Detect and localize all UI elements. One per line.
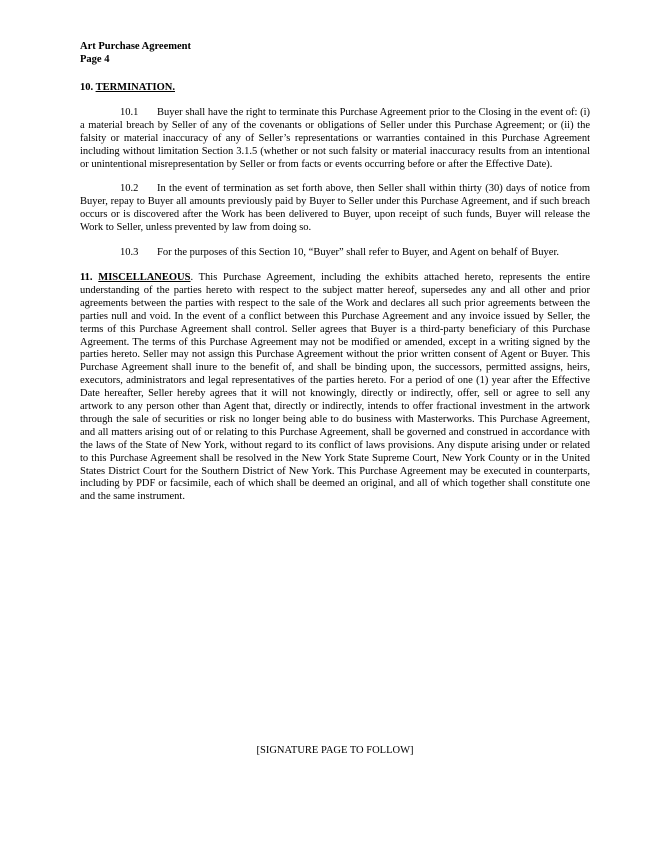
signature-page-notice: [SIGNATURE PAGE TO FOLLOW] [256, 745, 414, 756]
section-10-number: 10. [80, 82, 94, 93]
paragraph-10-1-text: Buyer shall have the right to terminate this Purchase Agreement prior to the Closing in the event of: (i) a material breach by Seller of any of the covenants or obligations of Seller under this Purchase Agreement; or (ii) the falsity or material inaccuracy of any of Seller’s representations or warranties contained in this Purchase Agreement including without limitation Section 3.1.5 (whether or not such falsity or material inaccuracy results from an intentional or unintentional misrepresentation by Seller or from facts or events occurring before or after the Effective Date). [80, 106, 590, 170]
section-11-text: . This Purchase Agreement, including the exhibits attached hereto, represents the entire understanding of the parties hereto with respect to the subject matter hereof, supersedes any and all other and prior agreements between the parties with respect to the sale of the Work and declares all such prior agreements between the parties null and void. In the event of a conflict between this Purchase Agreement and any invoice issued by Seller, the terms of this Purchase Agreement shall control. Seller agrees that Buyer is a third-party beneficiary of this Purchase Agreement. The terms of this Purchase Agreement may not be modified or amended, except in a writing signed by the parties hereto. Seller may not assign this Purchase Agreement without the prior written consent of Agent or Buyer. This Purchase Agreement shall inure to the benefit of, and shall be binding upon, the successors, permitted assigns, heirs, executors, administrators and legal representatives of the parties hereto. For a period of one (1) year after the Effective Date hereafter, Seller hereby agrees that it will not knowingly, directly or indirectly, offer, sell or agree to sell any artwork to any person other than Agent that, directly or indirectly, intends to offer fractional investment in the artwork through the sale of securities or risk no longer being able to do business with Masterworks. This Purchase Agreement, and all matters arising out of or relating to this Purchase Agreement, shall be governed and construed in accordance with the laws of the State of New York, without regard to its conflict of laws provisions. Any dispute arising under or related to this Purchase Agreement shall be resolved in the New York State Supreme Court, New York County or in the United States District Court for the Southern District of New York. This Purchase Agreement may be executed in counterparts, including by PDF or facsimile, each of which shall be deemed an original, and all of which together shall constitute one and the same instrument. [80, 271, 590, 503]
section-11-title: MISCELLANEOUS [98, 271, 191, 283]
paragraph-10-3 [80, 247, 590, 260]
page-number: Page 4 [80, 54, 110, 65]
paragraph-10-3-text: For the purposes of this Section 10, “Buyer” shall refer to Buyer, and Agent on behalf of Buyer. [157, 247, 559, 259]
paragraph-10-2-number: 10.2 [120, 183, 139, 195]
paragraph-10-3-number: 10.3 [120, 247, 139, 259]
document-body [80, 82, 590, 504]
section-10-title: TERMINATION. [95, 82, 175, 93]
section-11-heading [80, 272, 190, 283]
section-10-heading [80, 82, 590, 95]
paragraph-10-1 [80, 107, 590, 172]
paragraph-10-2 [80, 183, 590, 235]
page-header [80, 40, 191, 66]
document-title: Art Purchase Agreement [80, 41, 191, 52]
section-11-number: 11. [80, 271, 93, 283]
paragraph-10-2-text: In the event of termination as set forth above, then Seller shall within thirty (30) days of notice from Buyer, repay to Buyer all amounts previously paid by Buyer to Seller under this Purchase Agreement, and if such breach occurs or is discovered after the Work has been delivered to Buyer, upon receipt of such funds, Buyer will release the Work to Seller, unless prevented by law from doing so. [80, 183, 590, 234]
paragraph-10-1-number: 10.1 [120, 106, 139, 118]
section-11-paragraph [80, 272, 590, 504]
